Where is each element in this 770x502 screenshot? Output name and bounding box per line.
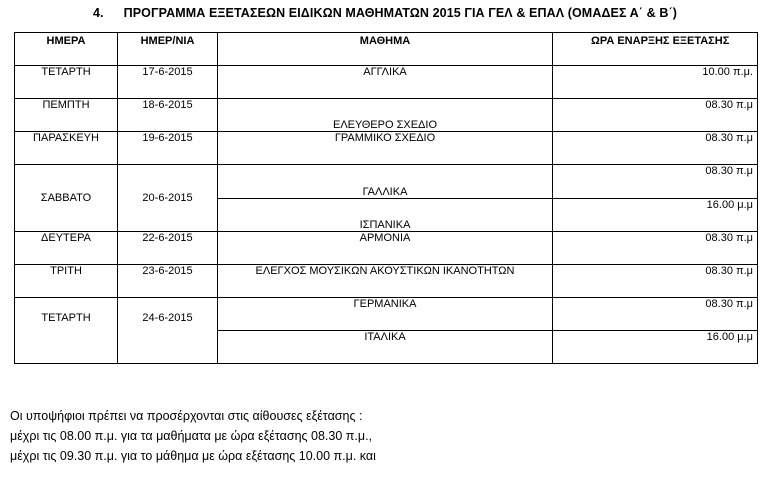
heading-title: ΠΡΟΓΡΑΜΜΑ ΕΞΕΤΑΣΕΩΝ ΕΙΔΙΚΩΝ ΜΑΘΗΜΑΤΩΝ 2015 ΓΙΑ ΓΕΛ & ΕΠΑΛ (ΟΜΑΔΕΣ Α΄ & Β΄) — [123, 6, 677, 20]
table-row — [15, 232, 758, 265]
header-day: ΗΜΕΡΑ — [15, 33, 118, 66]
row-day: ΣΑΒΒΑΤΟ — [15, 165, 118, 232]
row-time: 08.30 π.μ — [553, 265, 758, 298]
row-day: ΤΡΙΤΗ — [15, 265, 118, 298]
table-row — [15, 99, 758, 132]
note-line: μέχρι τις 08.00 π.μ. για τα μαθήματα με ώρα εξέτασης 08.30 π.μ., — [10, 429, 373, 443]
header-time: ΩΡΑ ΕΝΑΡΞΗΣ ΕΞΕΤΑΣΗΣ — [553, 33, 758, 66]
row-day: ΔΕΥΤΕΡΑ — [15, 232, 118, 265]
attendance-notes — [10, 406, 376, 466]
row-day: ΤΕΤΑΡΤΗ — [15, 298, 118, 364]
row-subject: ΑΓΓΛΙΚΑ — [218, 66, 553, 99]
row-time: 08.30 π.μ — [553, 232, 758, 265]
table-header-row — [15, 33, 758, 66]
row-day: ΤΕΤΑΡΤΗ — [15, 66, 118, 99]
row-date: 19-6-2015 — [118, 132, 218, 165]
heading-number: 4. — [92, 6, 104, 20]
table-row — [15, 298, 758, 331]
row-time: 08.30 π.μ — [553, 132, 758, 165]
row-subject: ΓΕΡΜΑΝΙΚΑ — [218, 298, 553, 331]
row-date: 17-6-2015 — [118, 66, 218, 99]
row-time: 10.00 π.μ. — [553, 66, 758, 99]
note-line: Οι υποψήφιοι πρέπει να προσέρχονται στις αίθουσες εξέτασης : — [10, 409, 363, 423]
header-date: ΗΜΕΡ/ΝΙΑ — [118, 33, 218, 66]
row-subject: ΓΡΑΜΜΙΚΟ ΣΧΕΔΙΟ — [218, 132, 553, 165]
row-subject: ΙΣΠΑΝΙΚΑ — [218, 199, 553, 232]
row-time: 08.30 π.μ — [553, 298, 758, 331]
row-day: ΠΑΡΑΣΚΕΥΗ — [15, 132, 118, 165]
row-day: ΠΕΜΠΤΗ — [15, 99, 118, 132]
row-date: 23-6-2015 — [118, 265, 218, 298]
row-time: 08.30 π.μ — [553, 165, 758, 199]
document-heading — [0, 6, 770, 20]
row-date: 20-6-2015 — [118, 165, 218, 232]
table-row — [15, 132, 758, 165]
table-row — [15, 265, 758, 298]
row-time: 08.30 π.μ — [553, 99, 758, 132]
row-subject: ΕΛΕΓΧΟΣ ΜΟΥΣΙΚΩΝ ΑΚΟΥΣΤΙΚΩΝ ΙΚΑΝΟΤΗΤΩΝ — [218, 265, 553, 298]
note-line: μέχρι τις 09.30 π.μ. για το μάθημα με ώρα εξέτασης 10.00 π.μ. και — [10, 449, 376, 463]
row-subject: ΙΤΑΛΙΚΑ — [218, 331, 553, 364]
row-date: 24-6-2015 — [118, 298, 218, 364]
row-subject: ΑΡΜΟΝΙΑ — [218, 232, 553, 265]
row-subject: ΓΑΛΛΙΚΑ — [218, 165, 553, 199]
row-time: 16.00 μ.μ — [553, 331, 758, 364]
row-date: 22-6-2015 — [118, 232, 218, 265]
row-subject: ΕΛΕΥΘΕΡΟ ΣΧΕΔΙΟ — [218, 99, 553, 132]
exam-schedule-table — [14, 32, 758, 364]
row-time: 16.00 μ.μ — [553, 199, 758, 232]
table-row — [15, 165, 758, 199]
row-date: 18-6-2015 — [118, 99, 218, 132]
header-subject: ΜΑΘΗΜΑ — [218, 33, 553, 66]
table-row — [15, 66, 758, 99]
